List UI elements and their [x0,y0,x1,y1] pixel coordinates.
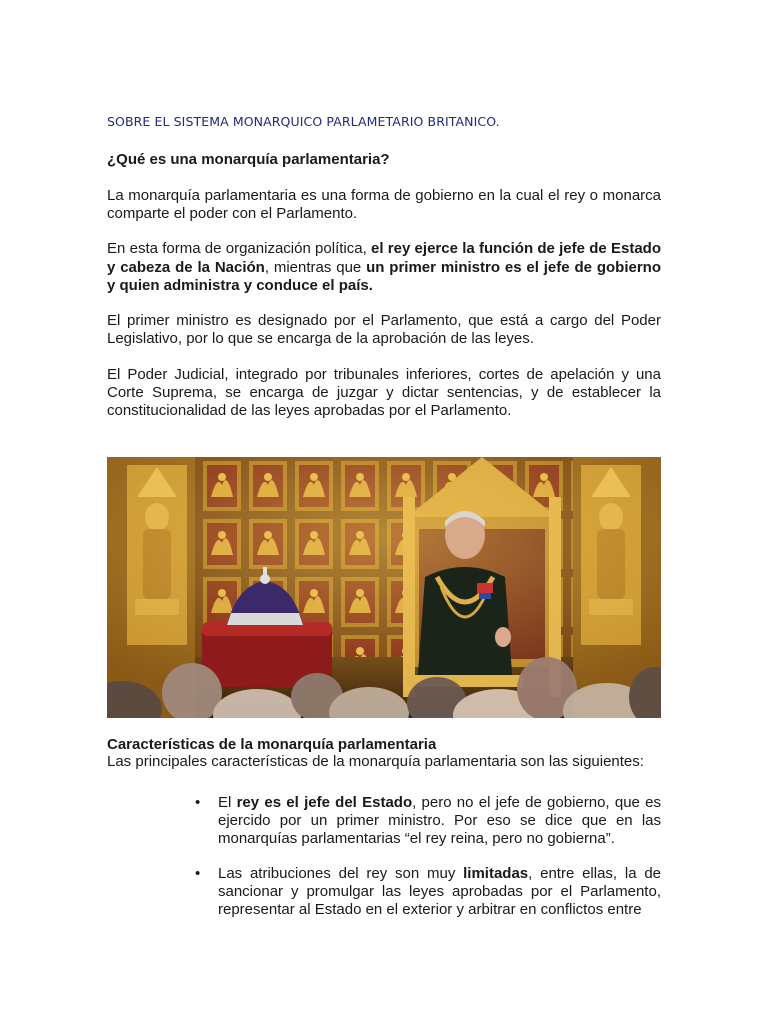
list-item-text-2: , entre ellas, la de sancionar y promulgar las leyes aprobadas por el Parlamento, representar al Estado en el exterior y arbitrar en conflictos entre [218,865,662,918]
list-item-bold: limitadas [463,865,529,882]
list-item-text-1: El [218,794,237,811]
document-heading: SOBRE EL SISTEMA MONARQUICO PARLAMETARIO BRITANICO. [107,114,500,129]
section-title: Características de la monarquía parlamentaria [107,736,437,753]
paragraph-organization-text-1: En esta forma de organización política, [107,240,372,257]
characteristics-list [195,794,661,936]
paragraph-judicial: El Poder Judicial, integrado por tribunales inferiores, cortes de apelación y una Corte Suprema, se encarga de juzgar y dictar sentencias, y de establecer la constitucionalidad de las leyes aprobadas por el Parlamento. [107,366,661,419]
list-item [195,794,661,848]
throne-room-photo [107,457,661,718]
paragraph-organization [107,240,661,296]
paragraph-organization-text-2: , mientras que [264,258,367,276]
bullet-dot-icon: • [195,794,201,811]
list-item [195,865,661,919]
paragraph-organization-bold-2: un primer ministro es el jefe de gobierno y quien administra y conduce el país. [107,258,661,294]
list-item-bold: rey es el jefe del Estado [236,794,413,811]
list-item-text-2: , pero no el jefe de gobierno, que es ejercido por un primer ministro. Por eso se dice que en las monarquías parlamentarias “el rey reina, pero no gobierna”. [218,794,661,847]
paragraph-definition: La monarquía parlamentaria es una forma de gobierno en la cual el rey o monarca comparte el poder con el Parlamento. [107,187,661,222]
list-item-text-1: Las atribuciones del rey son muy [218,865,464,882]
paragraph-organization-bold-1: el rey ejerce la función de jefe de Estado y cabeza de la Nación [107,240,661,276]
paragraph-prime-minister: El primer ministro es designado por el Parlamento, que está a cargo del Poder Legislativo, por lo que se encarga de la aprobación de las leyes. [107,312,661,347]
question-title: ¿Qué es una monarquía parlamentaria? [107,151,390,168]
bullet-dot-icon: • [195,865,201,882]
section-intro: Las principales características de la monarquía parlamentaria son las siguientes: [107,753,644,770]
